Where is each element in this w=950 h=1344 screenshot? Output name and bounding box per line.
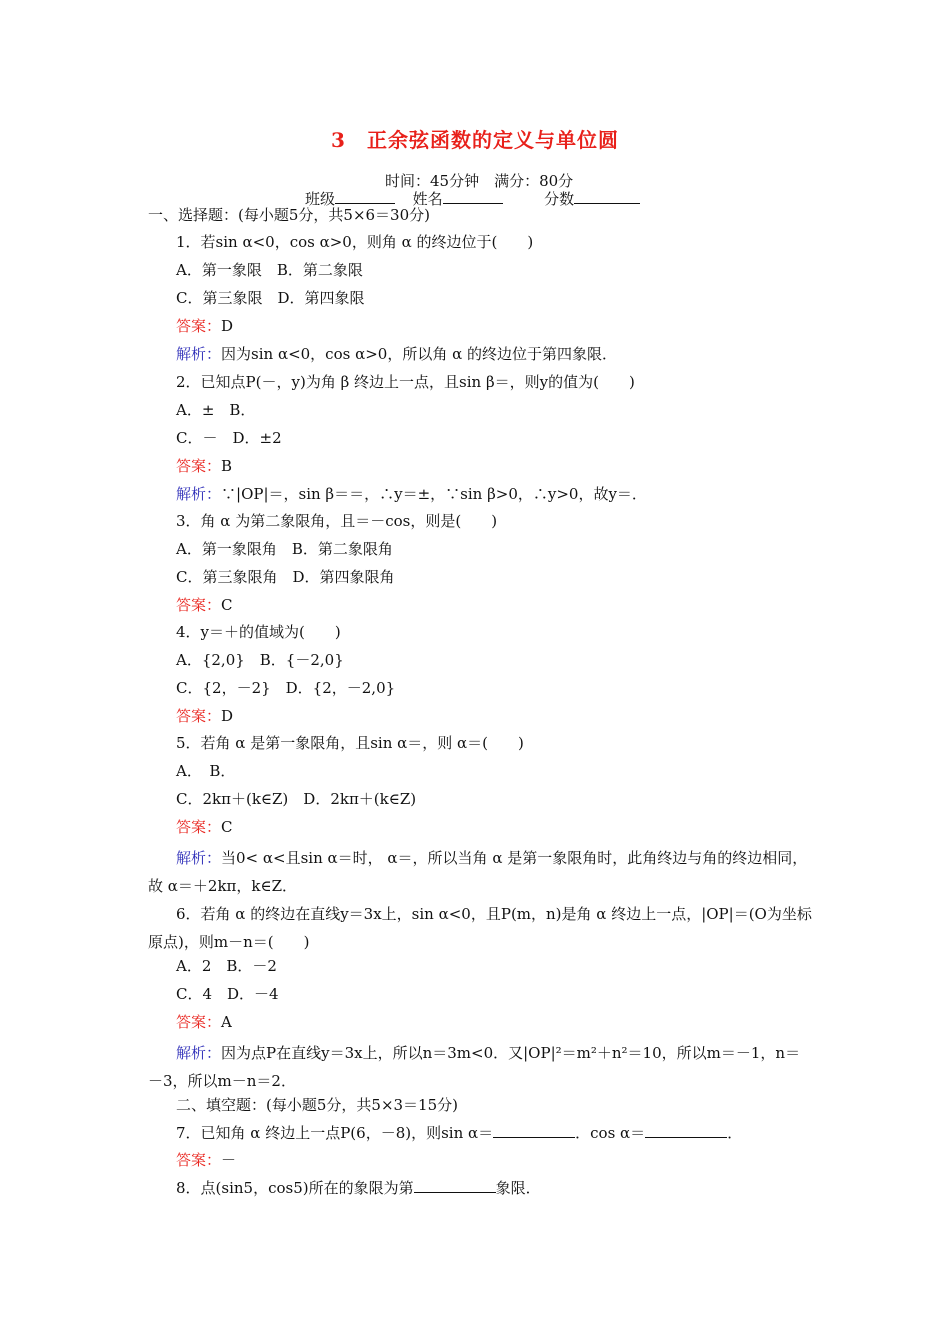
q5-options-cd: C．2kπ＋(k∈Z) D．2kπ＋(k∈Z) [176,790,417,808]
q4-answer [176,706,816,726]
q4-options-cd: C．{2，－2} D．{2，－2,0} [176,679,396,697]
score-label: 分数 [544,190,575,208]
explanation-label: 解析： [176,485,222,503]
answer-value: C [221,596,233,614]
q2-options-cd: C．－ D．±2 [176,429,282,447]
q6-options-cd: C．4 D．－4 [176,985,279,1003]
answer-label: 答案： [176,707,222,725]
section-heading-fill: 二、填空题：(每小题5分，共5×3＝15分) [176,1096,458,1114]
class-field[interactable] [335,189,395,204]
q1-explanation [176,344,816,364]
explanation-text: 因为点P在直线y＝3x上，所以n＝3m<0．又|OP|²＝m²＋n²＝10，所以m＝－1，n＝－3，所以m－n＝2． [148,1044,801,1090]
question-4: 4．y＝＋的值域为( ) [176,623,341,641]
question-8 [176,1178,816,1198]
answer-value: A [221,1013,232,1031]
q2-explanation [176,484,816,504]
answer-value: B [221,457,233,475]
q3-options-ab: A．第一象限角 B．第二象限角 [176,540,393,558]
explanation-text: ∵|OP|＝，sin β＝＝，∴y＝±，∵sin β>0，∴y>0，故y＝． [221,485,647,503]
q1-options-ab: A．第一象限 B．第二象限 [176,261,363,279]
q8-text-end: 象限． [495,1179,541,1197]
name-field[interactable] [443,189,503,204]
q2-answer [176,456,816,476]
score-field[interactable] [574,189,640,204]
question-5: 5．若角 α 是第一象限角，且sin α＝，则 α＝( ) [176,734,524,752]
explanation-text: 当0< α<且sin α＝时， α＝，所以当角 α 是第一象限角时，此角终边与角的终边相同，故 α＝＋2kπ，k∈Z． [148,849,808,895]
answer-label: 答案： [176,317,222,335]
explanation-label: 解析： [176,345,222,363]
answer-value: － [221,1151,237,1169]
question-3: 3．角 α 为第二象限角，且＝－cos，则是( ) [176,512,498,530]
q6-options-ab: A．2 B．－2 [176,957,277,975]
q3-answer [176,595,816,615]
answer-value: C [221,818,233,836]
q7-blank-sin[interactable] [493,1123,575,1138]
q8-blank[interactable] [414,1178,496,1193]
explanation-label: 解析： [176,849,222,867]
q1-answer [176,316,816,336]
q5-explanation [148,844,813,900]
answer-label: 答案： [176,596,222,614]
page-title: 3 正余弦函数的定义与单位圆 [331,128,619,152]
answer-value: D [221,317,234,335]
name-label: 姓名 [412,190,443,208]
answer-label: 答案： [176,818,222,836]
explanation-text: 因为sin α<0，cos α>0，所以角 α 的终边位于第四象限． [221,345,617,363]
q1-options-cd: C．第三象限 D．第四象限 [176,289,365,307]
q5-options-ab: A． B． [176,762,236,780]
q7-blank-cos[interactable] [645,1123,727,1138]
answer-label: 答案： [176,1151,222,1169]
q5-answer [176,817,816,837]
section-heading-choice: 一、选择题：(每小题5分，共5×6＝30分) [148,206,430,224]
q7-text: 7．已知角 α 终边上一点P(6，－8)，则sin α＝ [176,1124,494,1142]
q8-text: 8．点(sin5，cos5)所在的象限为第 [176,1179,414,1197]
time-score-info: 时间：45分钟 满分：80分 [385,172,574,190]
q7-answer [176,1150,816,1170]
question-7: 7．已知角 α 终边上一点P(6，－8)，则sin α＝ ．cos α＝ ． [176,1124,743,1142]
question-1: 1．若sin α<0，cos α>0，则角 α 的终边位于( ) [176,233,534,251]
q6-explanation [148,1039,813,1095]
question-6: 6．若角 α 的终边在直线y＝3x上，sin α<0，且P(m，n)是角 α 终边上一点，|OP|＝(O为坐标原点)，则m－n＝( ) [148,905,812,951]
q6-answer [176,1012,816,1032]
class-label: 班级 [305,190,336,208]
answer-label: 答案： [176,457,222,475]
q4-options-ab: A．{2,0} B．{－2,0} [176,651,344,669]
answer-value: D [221,707,234,725]
q7-text-cos: ．cos α＝ [575,1124,646,1142]
question-2: 2．已知点P(－，y)为角 β 终边上一点，且sin β＝，则y的值为( ) [176,373,635,391]
q2-options-ab: A．± B． [176,401,256,419]
answer-label: 答案： [176,1013,222,1031]
q3-options-cd: C．第三象限角 D．第四象限角 [176,568,395,586]
explanation-label: 解析： [176,1044,222,1062]
